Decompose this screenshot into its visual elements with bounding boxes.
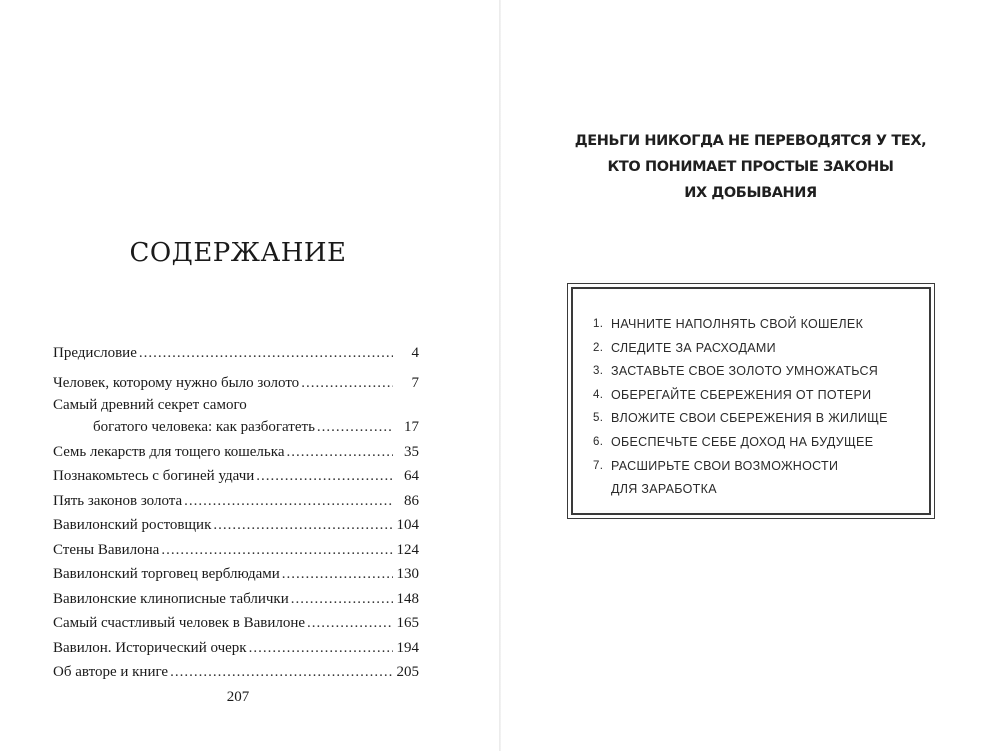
toc-entry-page: 194 [396, 639, 419, 656]
toc-entry-title: Пять законов золота [53, 492, 183, 509]
toc-entry-title: Стены Вавилона [53, 541, 160, 558]
left-page [0, 0, 499, 751]
law-text: ЗАСТАВЬТЕ СВОЕ ЗОЛОТО УМНОЖАТЬСЯ [611, 364, 879, 379]
toc-entry[interactable] [53, 440, 419, 465]
law-text: ОБЕСПЕЧЬТЕ СЕБЕ ДОХОД НА БУДУЩЕЕ [611, 434, 874, 449]
toc-leader-dots [307, 611, 393, 636]
toc-leader-dots [161, 538, 393, 563]
toc-entry-page: 104 [396, 517, 419, 533]
toc-entry-title: Предисловие [53, 345, 137, 361]
toc-leader-dots [286, 440, 393, 465]
toc-entry-page: 130 [396, 566, 419, 582]
toc-entry-title: Вавилонские клинописные таблички [53, 590, 289, 607]
headline [501, 128, 1000, 206]
law-text: ДЛЯ ЗАРАБОТКА [611, 482, 717, 497]
toc-entry-page: 205 [396, 664, 419, 680]
toc-entry-page: 35 [404, 443, 419, 460]
law-number: 4. [593, 388, 604, 401]
law-item [593, 407, 888, 431]
toc-entry[interactable] [53, 587, 419, 612]
toc-entry[interactable] [53, 538, 419, 563]
toc-leader-dots [249, 636, 393, 661]
toc-entry-title: Вавилонский торговец верблюдами [53, 566, 280, 582]
toc-entry[interactable] [53, 636, 419, 661]
laws-frame-inner [571, 287, 931, 515]
toc-leader-dots [282, 562, 393, 587]
law-text: СЛЕДИТЕ ЗА РАСХОДАМИ [611, 340, 776, 355]
toc-entry[interactable] [53, 660, 419, 685]
toc-entry[interactable] [53, 341, 419, 366]
toc-entry[interactable] [53, 513, 419, 538]
toc-leader-dots [301, 371, 393, 396]
toc-leader-dots [139, 341, 393, 366]
toc-title: СОДЕРЖАНИЕ [129, 238, 347, 268]
laws-frame [567, 283, 935, 519]
headline-line: КТО ПОНИМАЕТ ПРОСТЫЕ ЗАКОНЫ [607, 159, 894, 175]
law-number: 2. [593, 341, 604, 354]
toc-list [53, 341, 419, 685]
law-number: 7. [593, 459, 604, 472]
toc-entry-title: богатого человека: как разбогатеть [93, 419, 315, 435]
toc-entry-page: 148 [396, 590, 419, 607]
headline-line: ИХ ДОБЫВАНИЯ [684, 185, 817, 201]
toc-leader-dots [170, 660, 393, 685]
toc-leader-dots [291, 587, 393, 612]
laws-list [593, 313, 888, 502]
toc-entry-line1[interactable] [53, 395, 419, 415]
page-number: 207 [226, 689, 250, 705]
toc-entry-title: Вавилонский ростовщик [53, 517, 212, 533]
toc-entry[interactable] [53, 464, 419, 489]
toc-entry-title: Семь лекарств для тощего кошелька [53, 443, 285, 460]
toc-leader-dots [213, 513, 393, 538]
law-item [593, 431, 888, 455]
toc-entry-page: 7 [411, 374, 419, 391]
toc-entry-title: Вавилон. Исторический очерк [53, 639, 247, 656]
law-number: 6. [593, 435, 604, 448]
law-text: РАСШИРЬТЕ СВОИ ВОЗМОЖНОСТИ [611, 458, 839, 473]
law-item-continuation [593, 478, 888, 502]
toc-entry[interactable] [53, 611, 419, 636]
toc-entry-page: 86 [404, 492, 419, 509]
toc-entry-page: 124 [396, 541, 419, 558]
law-number: 5. [593, 412, 604, 425]
law-item [593, 455, 888, 479]
toc-entry-title: Самый древний секрет самого [53, 397, 247, 413]
toc-entry-line2[interactable] [53, 415, 419, 440]
toc-entry-title: Самый счастливый человек в Вавилоне [53, 615, 306, 631]
law-item [593, 313, 888, 337]
toc-entry-title: Познакомьтесь с богиней удачи [53, 468, 255, 484]
toc-leader-dots [317, 415, 393, 440]
toc-entry-page: 64 [404, 468, 419, 484]
headline-line: ДЕНЬГИ НИКОГДА НЕ ПЕРЕВОДЯТСЯ У ТЕХ, [574, 133, 927, 149]
toc-entry[interactable] [53, 562, 419, 587]
toc-entry-page: 165 [396, 615, 419, 631]
law-item [593, 337, 888, 361]
toc-leader-dots [256, 464, 393, 489]
toc-entry[interactable] [53, 371, 419, 396]
toc-entry-title: Человек, которому нужно было золото [53, 374, 300, 391]
toc-entry-title: Об авторе и книге [53, 664, 169, 680]
law-text: ВЛОЖИТЕ СВОИ СБЕРЕЖЕНИЯ В ЖИЛИЩЕ [611, 411, 888, 426]
law-item [593, 360, 888, 384]
toc-entry[interactable] [53, 489, 419, 514]
law-number: 3. [593, 365, 604, 378]
law-number: 1. [593, 318, 604, 330]
law-text: НАЧНИТЕ НАПОЛНЯТЬ СВОЙ КОШЕЛЕК [611, 317, 864, 331]
toc-entry-page: 17 [404, 419, 419, 435]
law-text: ОБЕРЕГАЙТЕ СБЕРЕЖЕНИЯ ОТ ПОТЕРИ [611, 387, 872, 402]
toc-leader-dots [184, 489, 393, 514]
right-page [501, 0, 1000, 751]
toc-entry-page: 4 [411, 345, 419, 361]
law-item [593, 384, 888, 408]
